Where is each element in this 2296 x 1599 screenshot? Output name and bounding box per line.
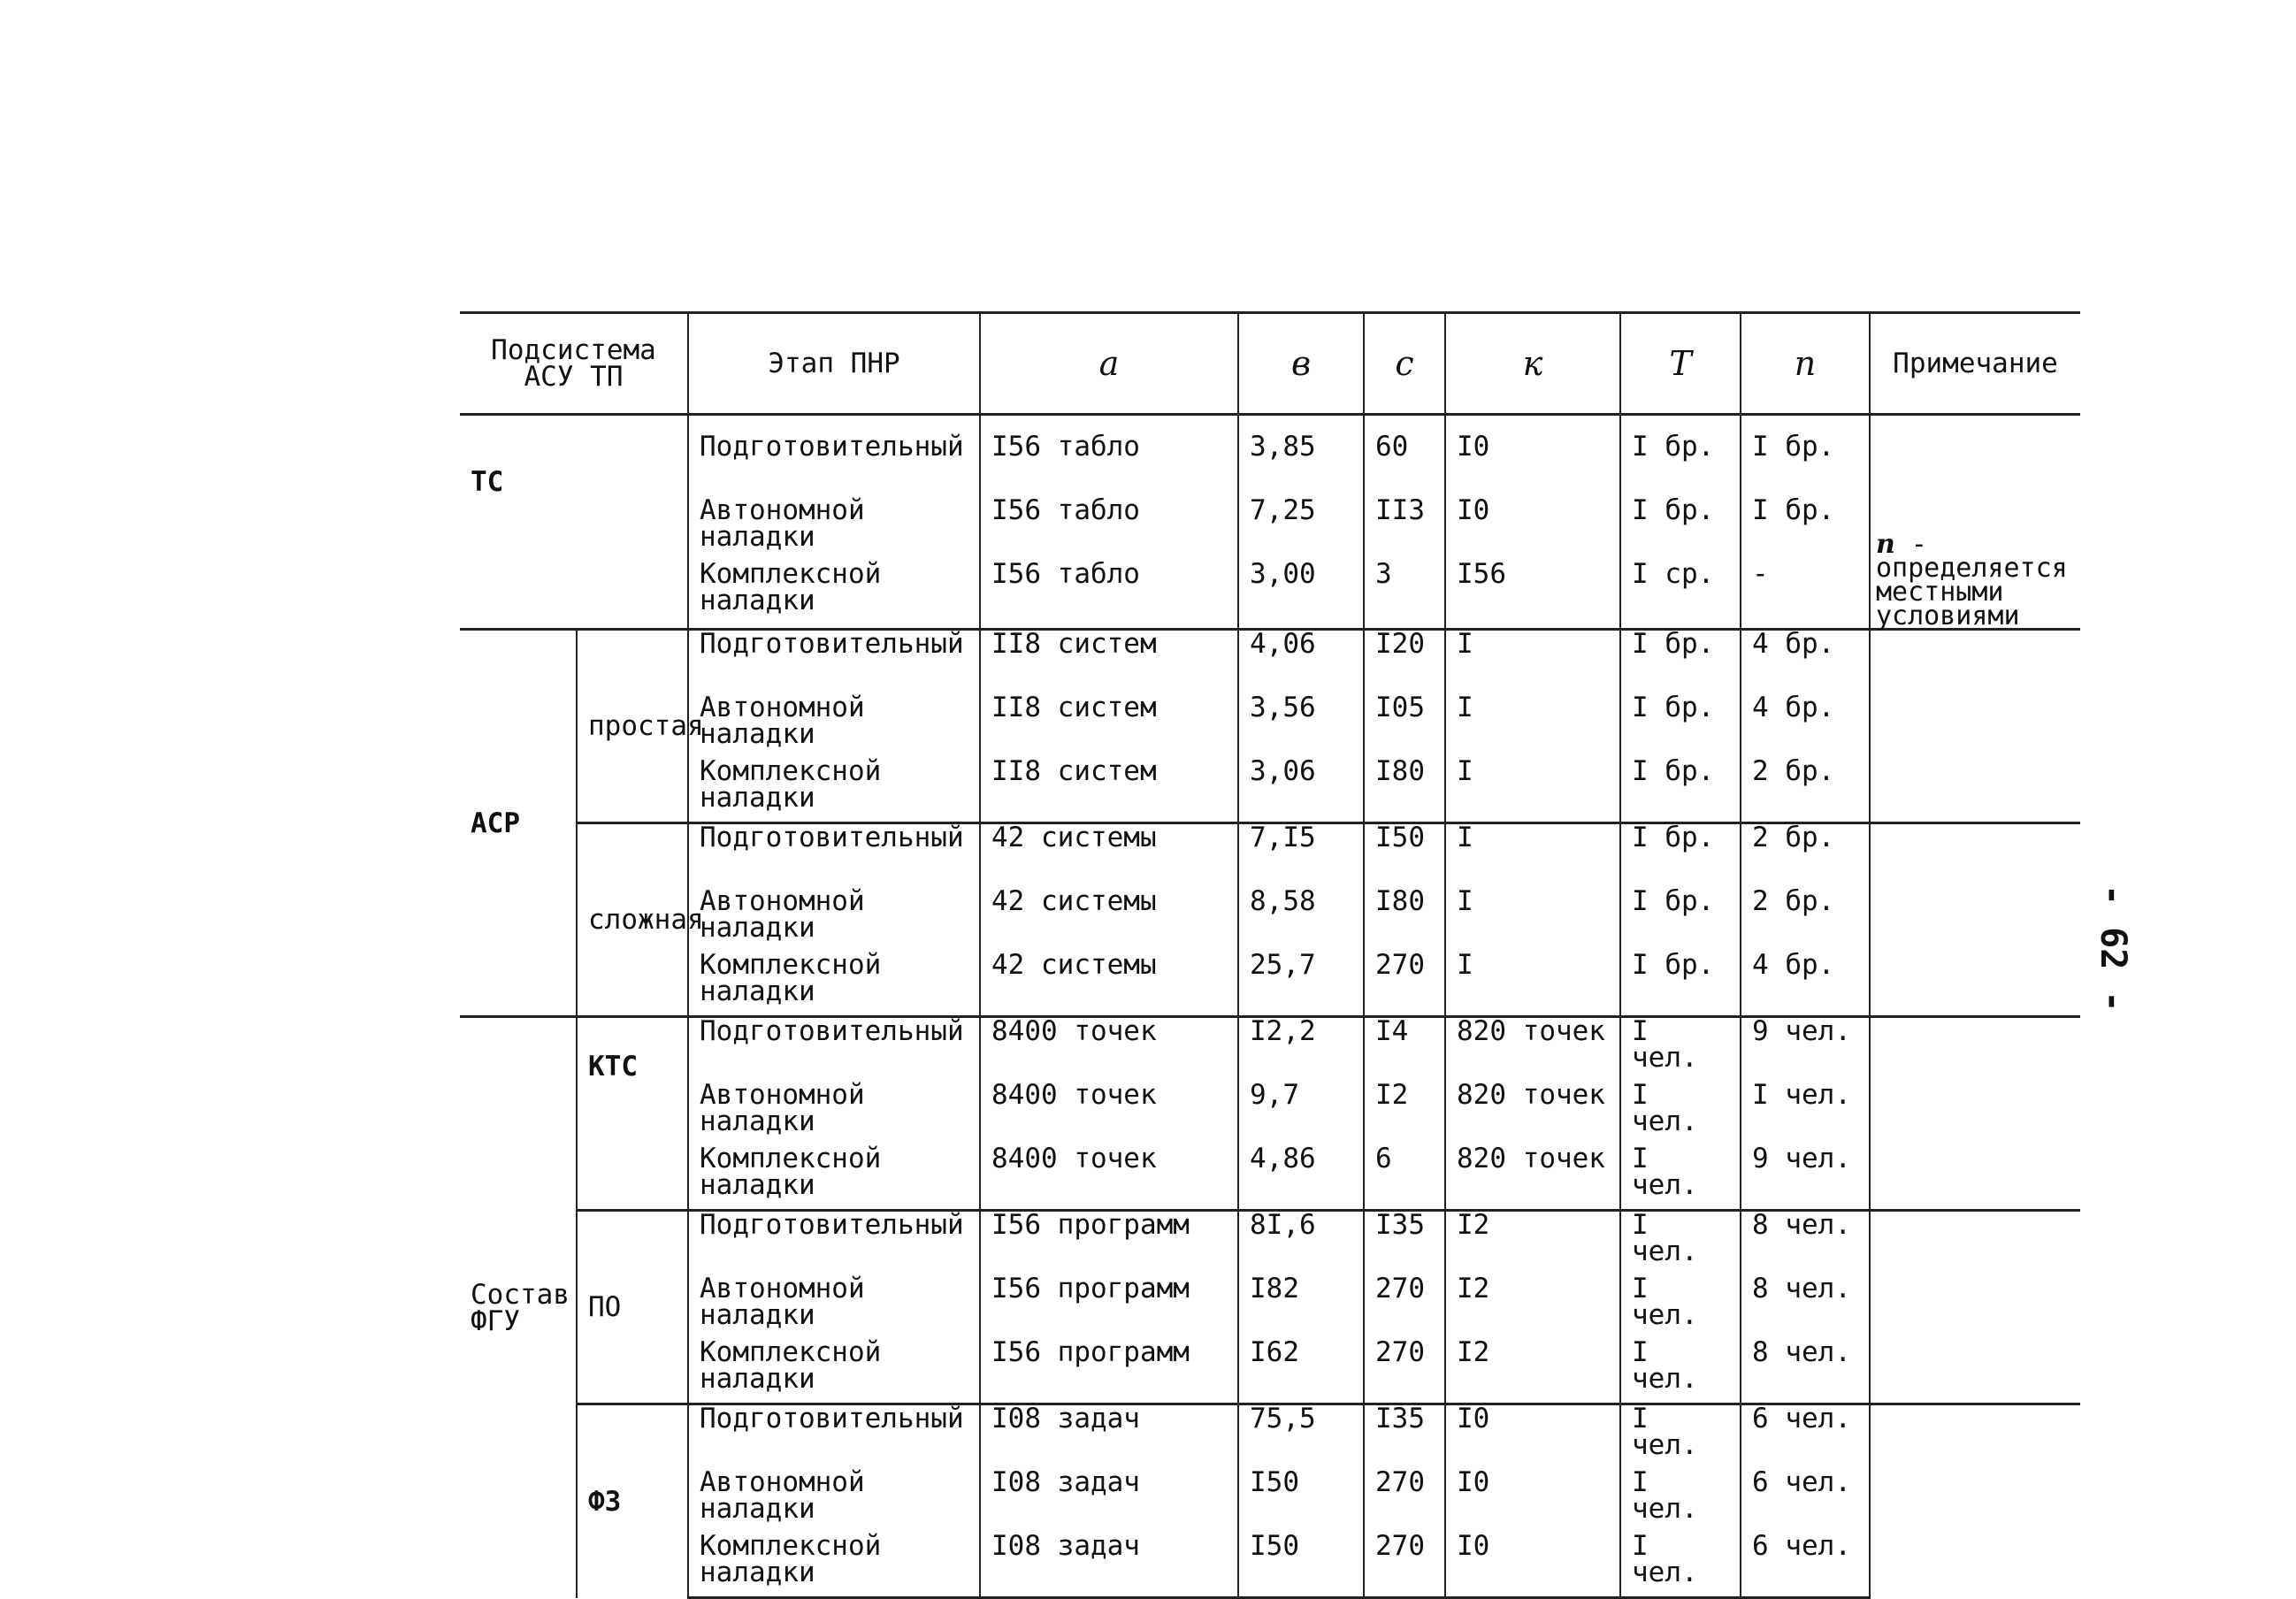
cell-t: I бр. xyxy=(1620,415,1741,498)
cell-n: 2 бр. xyxy=(1741,823,1870,889)
table-row xyxy=(460,823,2080,889)
cell-a: 8400 точек xyxy=(980,1017,1238,1083)
cell-k: I2 xyxy=(1445,1339,1620,1404)
stage-cell: Автономной наладки xyxy=(688,1082,980,1145)
stage-cell: Автономной наладки xyxy=(688,888,980,952)
cell-c: I80 xyxy=(1364,758,1445,823)
cell-k: I xyxy=(1445,758,1620,823)
cell-a: 8400 точек xyxy=(980,1082,1238,1145)
cell-c: 270 xyxy=(1364,952,1445,1017)
cell-c: I35 xyxy=(1364,1211,1445,1276)
note-cell xyxy=(1870,415,2080,630)
cell-k: I0 xyxy=(1445,1469,1620,1533)
cell-t: I чел. xyxy=(1620,1017,1741,1083)
cell-b: 3,85 xyxy=(1238,415,1364,498)
cell-k: 820 точек xyxy=(1445,1145,1620,1211)
cell-n: 6 чел. xyxy=(1741,1404,1870,1470)
note-symbol: п xyxy=(1876,529,1895,560)
cell-b: 25,7 xyxy=(1238,952,1364,1017)
cell-n: 8 чел. xyxy=(1741,1275,1870,1339)
cell-c: I35 xyxy=(1364,1404,1445,1470)
cell-a: I56 программ xyxy=(980,1211,1238,1276)
header-subsystem: Подсистема АСУ ТП xyxy=(460,313,688,415)
cell-b: 8I,6 xyxy=(1238,1211,1364,1276)
stage-cell: Подготовительный xyxy=(688,630,980,695)
cell-b: 75,5 xyxy=(1238,1404,1364,1470)
stage-cell: Автономной наладки xyxy=(688,1275,980,1339)
stage-cell: Автономной наладки xyxy=(688,497,980,561)
norms-table xyxy=(460,311,2080,1599)
group-tc: ТС xyxy=(460,415,688,630)
cell-c: 270 xyxy=(1364,1533,1445,1598)
cell-c: 60 xyxy=(1364,415,1445,498)
cell-c: 270 xyxy=(1364,1469,1445,1533)
stage-cell: Комплексной наладки xyxy=(688,952,980,1017)
cell-c: I50 xyxy=(1364,823,1445,889)
cell-a: I08 задач xyxy=(980,1404,1238,1470)
stage-cell: Автономной наладки xyxy=(688,694,980,758)
cell-a: I56 программ xyxy=(980,1275,1238,1339)
cell-n: 2 бр. xyxy=(1741,888,1870,952)
cell-n: 8 чел. xyxy=(1741,1211,1870,1276)
cell-b: 7,I5 xyxy=(1238,823,1364,889)
header-k: к xyxy=(1445,313,1620,415)
cell-c: II3 xyxy=(1364,497,1445,561)
cell-b: I82 xyxy=(1238,1275,1364,1339)
page-number: - 62 - xyxy=(2093,884,2133,1013)
cell-a: I08 задач xyxy=(980,1533,1238,1598)
cell-a: I56 табло xyxy=(980,497,1238,561)
header-note: Примечание xyxy=(1870,313,2080,415)
cell-c: I05 xyxy=(1364,694,1445,758)
table-row xyxy=(460,758,2080,823)
table-row xyxy=(460,561,2080,630)
cell-b: I62 xyxy=(1238,1339,1364,1404)
cell-k: I56 xyxy=(1445,561,1620,630)
note-cell xyxy=(1870,1017,2080,1211)
stage-cell: Подготовительный xyxy=(688,1017,980,1083)
cell-b: 7,25 xyxy=(1238,497,1364,561)
table-row xyxy=(460,952,2080,1017)
cell-t: I чел. xyxy=(1620,1339,1741,1404)
stage-cell: Комплексной наладки xyxy=(688,1145,980,1211)
stage-cell: Подготовительный xyxy=(688,415,980,498)
header-a: а xyxy=(980,313,1238,415)
stage-cell: Комплексной наладки xyxy=(688,1339,980,1404)
table-row xyxy=(460,1339,2080,1404)
cell-a: I56 программ xyxy=(980,1339,1238,1404)
header-n: п xyxy=(1741,313,1870,415)
stage-cell: Подготовительный xyxy=(688,823,980,889)
cell-t: I чел. xyxy=(1620,1145,1741,1211)
cell-n: 6 чел. xyxy=(1741,1533,1870,1598)
cell-k: I0 xyxy=(1445,1404,1620,1470)
header-t: Т xyxy=(1620,313,1741,415)
cell-k: I xyxy=(1445,952,1620,1017)
cell-t: I бр. xyxy=(1620,888,1741,952)
cell-t: I чел. xyxy=(1620,1211,1741,1276)
cell-n: I бр. xyxy=(1741,415,1870,498)
cell-t: I бр. xyxy=(1620,630,1741,695)
note-cell xyxy=(1870,823,2080,1017)
cell-k: I xyxy=(1445,630,1620,695)
table-row xyxy=(460,888,2080,952)
cell-c: 6 xyxy=(1364,1145,1445,1211)
cell-b: 3,56 xyxy=(1238,694,1364,758)
cell-k: I2 xyxy=(1445,1211,1620,1276)
cell-n: 8 чел. xyxy=(1741,1339,1870,1404)
cell-c: I2 xyxy=(1364,1082,1445,1145)
cell-t: I чел. xyxy=(1620,1275,1741,1339)
cell-n: 4 бр. xyxy=(1741,630,1870,695)
stage-cell: Автономной наладки xyxy=(688,1469,980,1533)
subgroup-acp-simple: простая xyxy=(577,630,688,823)
table-row xyxy=(460,1533,2080,1598)
cell-t: I бр. xyxy=(1620,758,1741,823)
cell-b: I2,2 xyxy=(1238,1017,1364,1083)
cell-a: I56 табло xyxy=(980,561,1238,630)
header-b: в xyxy=(1238,313,1364,415)
cell-b: 9,7 xyxy=(1238,1082,1364,1145)
cell-k: I0 xyxy=(1445,1533,1620,1598)
cell-c: 270 xyxy=(1364,1339,1445,1404)
stage-cell: Комплексной наладки xyxy=(688,1533,980,1598)
group-fgu: Состав ФГУ xyxy=(460,1017,577,1598)
header-stage: Этап ПНР xyxy=(688,313,980,415)
cell-b: 4,06 xyxy=(1238,630,1364,695)
table-row xyxy=(460,415,2080,498)
cell-n: 4 бр. xyxy=(1741,952,1870,1017)
group-acp: АСР xyxy=(460,630,577,1017)
stage-cell: Комплексной наладки xyxy=(688,758,980,823)
cell-n: 9 чел. xyxy=(1741,1017,1870,1083)
cell-b: 3,06 xyxy=(1238,758,1364,823)
cell-b: I50 xyxy=(1238,1533,1364,1598)
note-cell xyxy=(1870,630,2080,823)
table-row xyxy=(460,497,2080,561)
cell-n: I чел. xyxy=(1741,1082,1870,1145)
stage-cell: Подготовительный xyxy=(688,1211,980,1276)
table-row xyxy=(460,694,2080,758)
cell-n: 4 бр. xyxy=(1741,694,1870,758)
table-row xyxy=(460,1017,2080,1083)
cell-a: 8400 точек xyxy=(980,1145,1238,1211)
subgroup-fz: ФЗ xyxy=(577,1404,688,1598)
cell-a: II8 систем xyxy=(980,630,1238,695)
table-row xyxy=(460,1275,2080,1339)
cell-n: 9 чел. xyxy=(1741,1145,1870,1211)
cell-k: I2 xyxy=(1445,1275,1620,1339)
subgroup-acp-complex: сложная xyxy=(577,823,688,1017)
cell-t: I чел. xyxy=(1620,1404,1741,1470)
header-row xyxy=(460,313,2080,415)
cell-a: II8 систем xyxy=(980,758,1238,823)
note-cell xyxy=(1870,1211,2080,1404)
cell-a: 42 системы xyxy=(980,952,1238,1017)
cell-t: I чел. xyxy=(1620,1082,1741,1145)
cell-t: I ср. xyxy=(1620,561,1741,630)
cell-k: I0 xyxy=(1445,415,1620,498)
cell-k: 820 точек xyxy=(1445,1082,1620,1145)
header-c: с xyxy=(1364,313,1445,415)
cell-k: I xyxy=(1445,694,1620,758)
cell-n: 2 бр. xyxy=(1741,758,1870,823)
table-row xyxy=(460,630,2080,695)
stage-cell: Подготовительный xyxy=(688,1404,980,1470)
cell-t: I бр. xyxy=(1620,694,1741,758)
stage-cell: Комплексной наладки xyxy=(688,561,980,630)
cell-c: 3 xyxy=(1364,561,1445,630)
cell-k: 820 точек xyxy=(1445,1017,1620,1083)
cell-t: I бр. xyxy=(1620,497,1741,561)
cell-b: 4,86 xyxy=(1238,1145,1364,1211)
table-row xyxy=(460,1145,2080,1211)
cell-c: I80 xyxy=(1364,888,1445,952)
cell-b: 3,00 xyxy=(1238,561,1364,630)
cell-t: I бр. xyxy=(1620,823,1741,889)
subgroup-kts: КТС xyxy=(577,1017,688,1211)
cell-c: I20 xyxy=(1364,630,1445,695)
cell-n: - xyxy=(1741,561,1870,630)
cell-a: 42 системы xyxy=(980,823,1238,889)
table-row xyxy=(460,1469,2080,1533)
cell-k: I xyxy=(1445,823,1620,889)
cell-b: I50 xyxy=(1238,1469,1364,1533)
table-row xyxy=(460,1211,2080,1276)
cell-n: 6 чел. xyxy=(1741,1469,1870,1533)
table-row xyxy=(460,1404,2080,1470)
cell-a: 42 системы xyxy=(980,888,1238,952)
subgroup-po: ПО xyxy=(577,1211,688,1404)
note-text: - определяется местными условиями xyxy=(1876,529,2068,631)
cell-t: I бр. xyxy=(1620,952,1741,1017)
note-cell xyxy=(1870,1404,2080,1598)
cell-a: II8 систем xyxy=(980,694,1238,758)
table-row xyxy=(460,1082,2080,1145)
cell-t: I чел. xyxy=(1620,1469,1741,1533)
cell-a: I56 табло xyxy=(980,415,1238,498)
cell-n: I бр. xyxy=(1741,497,1870,561)
cell-b: 8,58 xyxy=(1238,888,1364,952)
cell-k: I0 xyxy=(1445,497,1620,561)
cell-c: 270 xyxy=(1364,1275,1445,1339)
cell-t: I чел. xyxy=(1620,1533,1741,1598)
cell-a: I08 задач xyxy=(980,1469,1238,1533)
cell-k: I xyxy=(1445,888,1620,952)
cell-c: I4 xyxy=(1364,1017,1445,1083)
